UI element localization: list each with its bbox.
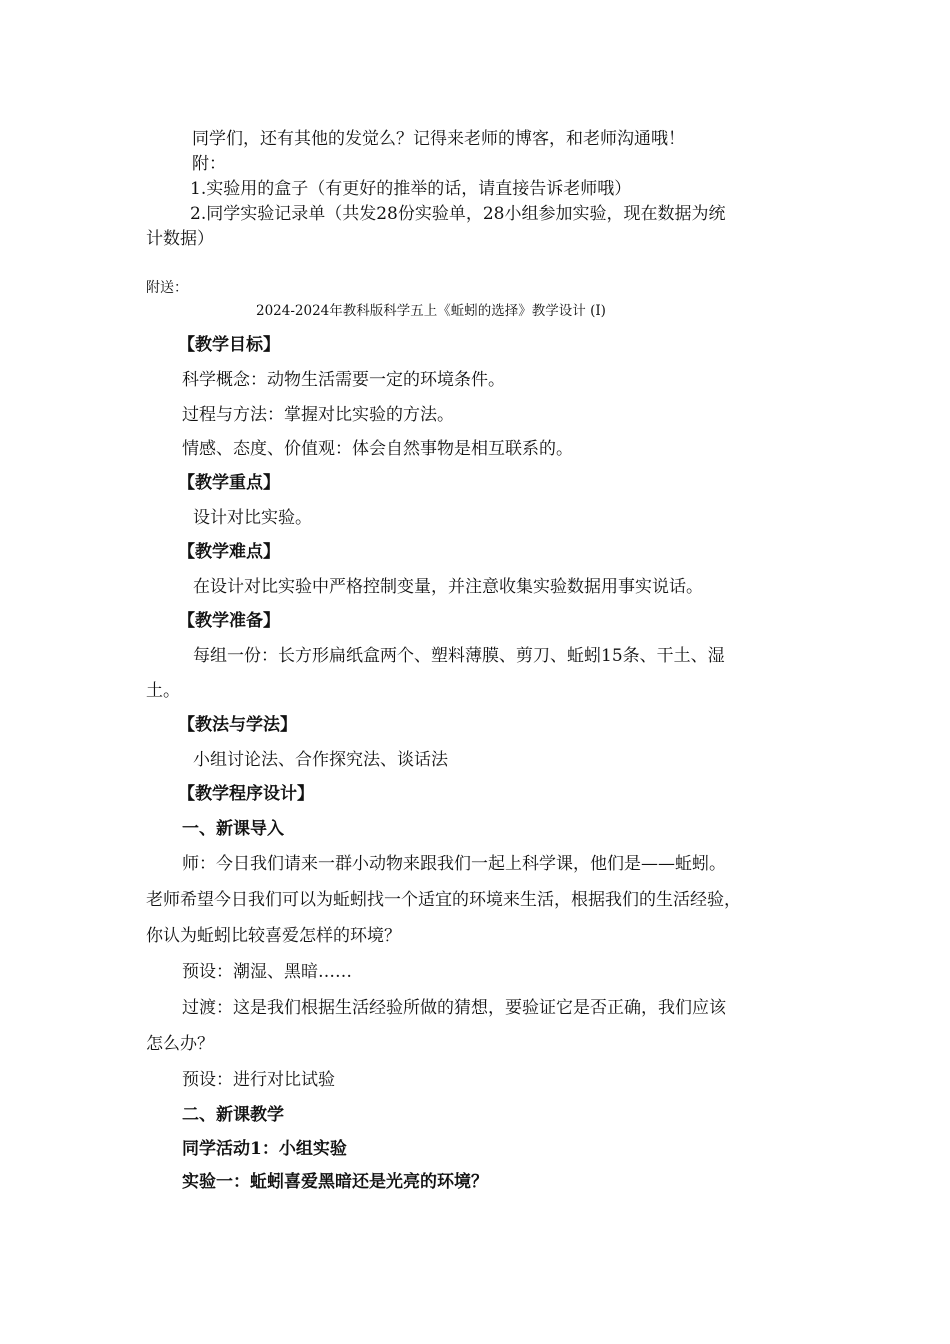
introduction-line2: 老师希望今日我们可以为蚯蚓找一个适宜的环境来生活，根据我们的生活经验， [146,890,741,910]
heading-methods: 【教法与学法】 [178,715,297,735]
introduction-line3: 你认为蚯蚓比较喜爱怎样的环境？ [146,926,401,946]
preparation-text-cont: 土。 [146,681,180,701]
methods-text: 小组讨论法、合作探究法、谈话法 [193,750,448,770]
preset-answer-2: 预设：进行对比试验 [182,1070,335,1090]
heading-introduction: 一、新课导入 [182,819,284,839]
list-item-record-sheet: 2.同学实验记录单（共发28份实验单，28小组参加实验，现在数据为统 [190,204,726,224]
list-item-record-sheet-cont: 计数据） [146,229,214,249]
goal-process: 过程与方法：掌握对比实验的方法。 [182,405,454,425]
goal-attitude: 情感、态度、价值观：体会自然事物是相互联系的。 [182,439,573,459]
goal-concept: 科学概念：动物生活需要一定的环境条件。 [182,370,505,390]
appendix-label: 附送： [146,280,188,296]
preset-answer-1: 预设：潮湿、黑暗…… [182,962,352,982]
heading-difficulty: 【教学难点】 [178,542,280,562]
transition-line1: 过渡：这是我们根据生活经验所做的猜想，要验证它是否正确，我们应该 [182,998,726,1018]
key-point-text: 设计对比实验。 [193,508,312,528]
transition-line2: 怎么办？ [146,1034,214,1054]
heading-preparation: 【教学准备】 [178,611,280,631]
heading-experiment-1: 实验一：蚯蚓喜爱黑暗还是光亮的环境？ [182,1172,488,1192]
paragraph-others: 同学们，还有其他的发觉么？记得来老师的博客，和老师沟通哦！ [192,129,685,149]
heading-goals: 【教学目标】 [178,335,280,355]
heading-new-lesson: 二、新课教学 [182,1105,284,1125]
document-title: 2024-2024年教科版科学五上《蚯蚓的选择》教学设计 (I) [256,303,606,319]
heading-key-point: 【教学重点】 [178,473,280,493]
paragraph-attachment-label: 附： [192,154,226,174]
heading-activity-1: 同学活动1：小组实验 [182,1139,347,1159]
difficulty-text: 在设计对比实验中严格控制变量，并注意收集实验数据用事实说话。 [193,577,703,597]
preparation-text: 每组一份：长方形扁纸盒两个、塑料薄膜、剪刀、蚯蚓15条、干土、湿 [193,646,725,666]
list-item-box: 1.实验用的盒子（有更好的推举的话，请直接告诉老师哦） [190,179,632,199]
heading-procedure: 【教学程序设计】 [178,784,314,804]
introduction-line1: 师：今日我们请来一群小动物来跟我们一起上科学课，他们是——蚯蚓。 [182,854,726,874]
